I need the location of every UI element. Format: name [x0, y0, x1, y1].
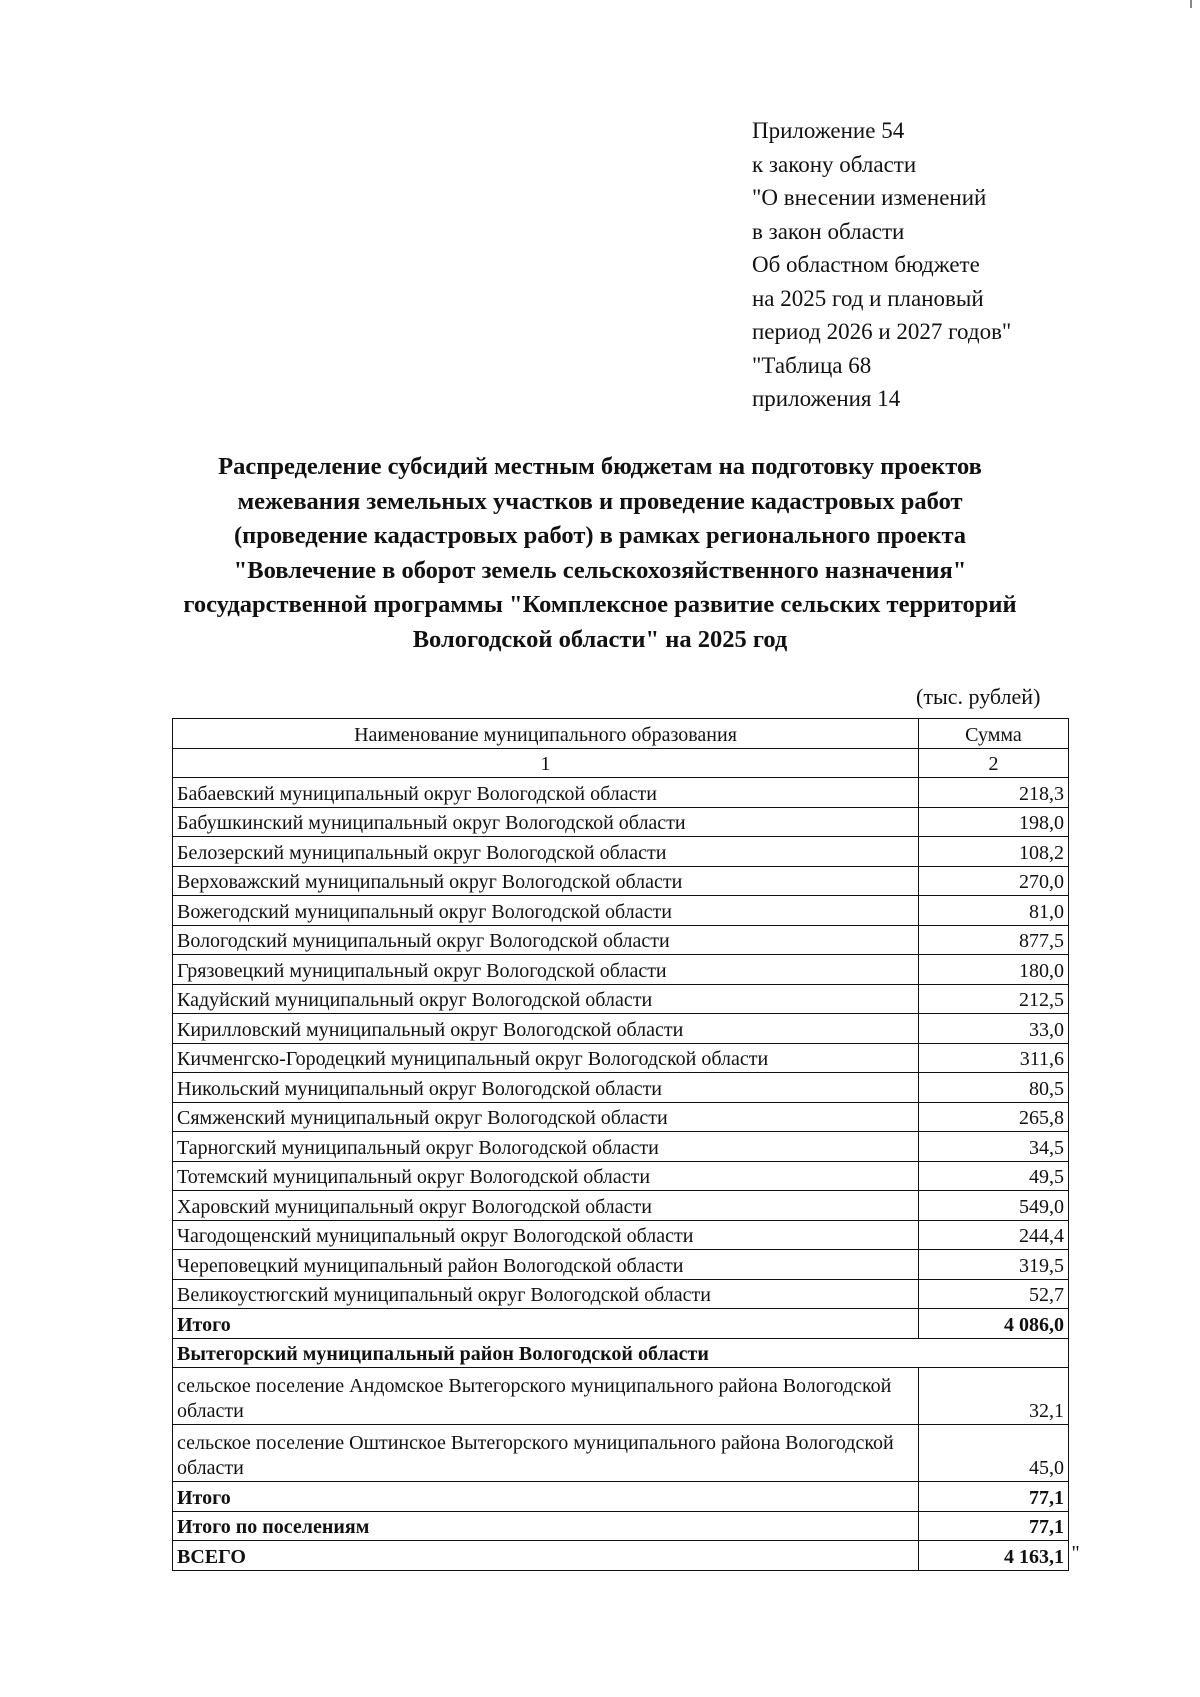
amount: 33,0 [919, 1014, 1069, 1044]
amount: 244,4 [919, 1220, 1069, 1250]
amount: 81,0 [919, 896, 1069, 926]
amount: 270,0 [919, 866, 1069, 896]
amount: 80,5 [919, 1073, 1069, 1103]
amount: 198,0 [919, 807, 1069, 837]
amount: 49,5 [919, 1161, 1069, 1191]
header-line: к закону области [752, 151, 917, 177]
settlement-name: сельское поселение Андомское Вытегорского муниципального района Вологодской области [173, 1368, 919, 1425]
title-line: (проведение кадастровых работ) в рамках регионального проекта [233, 522, 967, 549]
municipality-name: Сямженский муниципальный округ Вологодской области [173, 1102, 919, 1132]
amount: 180,0 [919, 955, 1069, 985]
municipality-name: Чагодощенский муниципальный округ Вологодской области [173, 1220, 919, 1250]
amount: 265,8 [919, 1102, 1069, 1132]
amount: 549,0 [919, 1191, 1069, 1221]
settlements-total-row [173, 1511, 1069, 1541]
closing-quote: " [1071, 1541, 1080, 1564]
amount: 311,6 [919, 1043, 1069, 1073]
header-line: период 2026 и 2027 годов" [752, 319, 1012, 344]
table-header-row [173, 719, 1069, 749]
municipality-name: Бабушкинский муниципальный округ Вологодской области [173, 807, 919, 837]
table-row [173, 866, 1069, 896]
document-title [150, 450, 1050, 657]
amount: 108,2 [919, 837, 1069, 867]
table-row [173, 1102, 1069, 1132]
municipality-name: Белозерский муниципальный округ Вологодской области [173, 837, 919, 867]
section-empty [919, 1338, 1069, 1368]
table-row [173, 837, 1069, 867]
amount: 319,5 [919, 1250, 1069, 1280]
amount: 34,5 [919, 1132, 1069, 1162]
table-row [173, 1132, 1069, 1162]
appendix-header [752, 114, 1152, 416]
municipality-name: Вожегодский муниципальный округ Вологодской области [173, 896, 919, 926]
table-row [173, 1161, 1069, 1191]
section-title-row [173, 1338, 1069, 1368]
grand-total-amount: 4 163,1 [919, 1541, 1069, 1571]
units-label: (тыс. рублей) [916, 684, 1041, 709]
header-line: "Таблица 68 [752, 352, 872, 378]
municipality-name: Великоустюгский муниципальный округ Вологодской области [173, 1279, 919, 1309]
subtotal-amount: 4 086,0 [919, 1309, 1069, 1339]
municipality-name: Кичменгско-Городецкий муниципальный округ Вологодской области [173, 1043, 919, 1073]
section-total-amount: 77,1 [919, 1482, 1069, 1512]
settlement-amount: 45,0 [919, 1425, 1069, 1482]
amount: 218,3 [919, 778, 1069, 808]
amount: 212,5 [919, 984, 1069, 1014]
municipality-name: Бабаевский муниципальный округ Вологодской области [173, 778, 919, 808]
subsidy-table [172, 718, 1069, 1571]
section-total-label: Итого [173, 1482, 919, 1512]
table-row [173, 807, 1069, 837]
table-row [173, 1279, 1069, 1309]
table-row [173, 955, 1069, 985]
header-line: Об областном бюджете [752, 252, 980, 277]
column-number-2: 2 [919, 748, 1069, 778]
title-line: Вологодской области" на 2025 год [412, 625, 788, 653]
municipality-name: Кадуйский муниципальный округ Вологодской области [173, 984, 919, 1014]
section-title: Вытегорский муниципальный район Вологодской области [173, 1338, 919, 1368]
municipality-name: Грязовецкий муниципальный округ Вологодской области [173, 955, 919, 985]
table-row [173, 984, 1069, 1014]
amount: 52,7 [919, 1279, 1069, 1309]
subtotal-label: Итого [173, 1309, 919, 1339]
header-line: в закон области [752, 218, 905, 244]
header-name: Наименование муниципального образования [173, 719, 919, 749]
header-line: "О внесении изменений [752, 185, 987, 210]
table-row [173, 1220, 1069, 1250]
table-row [173, 1250, 1069, 1280]
title-line: межевания земельных участков и проведение кадастровых работ [237, 487, 963, 515]
settlements-total-amount: 77,1 [919, 1511, 1069, 1541]
municipality-name: Вологодский муниципальный округ Вологодской области [173, 925, 919, 955]
table-row [173, 1043, 1069, 1073]
table-row [173, 778, 1069, 808]
grand-total-row [173, 1541, 1069, 1571]
table-row [173, 896, 1069, 926]
header-line: приложения 14 [752, 386, 901, 411]
header-line: на 2025 год и плановый [752, 285, 984, 311]
header-line: Приложение 54 [752, 118, 905, 143]
settlement-row [173, 1425, 1069, 1482]
municipality-name: Верховажский муниципальный округ Вологодской области [173, 866, 919, 896]
settlements-total-label: Итого по поселениям [173, 1511, 919, 1541]
amount: 877,5 [919, 925, 1069, 955]
table-row [173, 1014, 1069, 1044]
municipality-name: Кирилловский муниципальный округ Вологодской области [173, 1014, 919, 1044]
header-sum: Сумма [919, 719, 1069, 749]
title-line: государственной программы "Комплексное развитие сельских территорий [183, 591, 1017, 618]
municipality-name: Тотемский муниципальный округ Вологодской области [173, 1161, 919, 1191]
settlement-name: сельское поселение Оштинское Вытегорского муниципального района Вологодской области [173, 1425, 919, 1482]
section-total-row [173, 1482, 1069, 1512]
municipality-name: Харовский муниципальный округ Вологодской области [173, 1191, 919, 1221]
page-edge-mark [1190, 0, 1192, 8]
title-line: Распределение субсидий местным бюджетам на подготовку проектов [218, 453, 982, 480]
municipality-name: Никольский муниципальный округ Вологодской области [173, 1073, 919, 1103]
title-line: "Вовлечение в оборот земель сельскохозяйственного назначения" [233, 556, 967, 584]
column-number-1: 1 [173, 748, 919, 778]
table-row [173, 925, 1069, 955]
municipality-name: Череповецкий муниципальный район Вологодской области [173, 1250, 919, 1280]
municipality-name: Тарногский муниципальный округ Вологодской области [173, 1132, 919, 1162]
settlement-amount: 32,1 [919, 1368, 1069, 1425]
table-column-numbers-row [173, 748, 1069, 778]
settlement-row [173, 1368, 1069, 1425]
table-row [173, 1191, 1069, 1221]
subtotal-row [173, 1309, 1069, 1339]
table-row [173, 1073, 1069, 1103]
grand-total-label: ВСЕГО [173, 1541, 919, 1571]
